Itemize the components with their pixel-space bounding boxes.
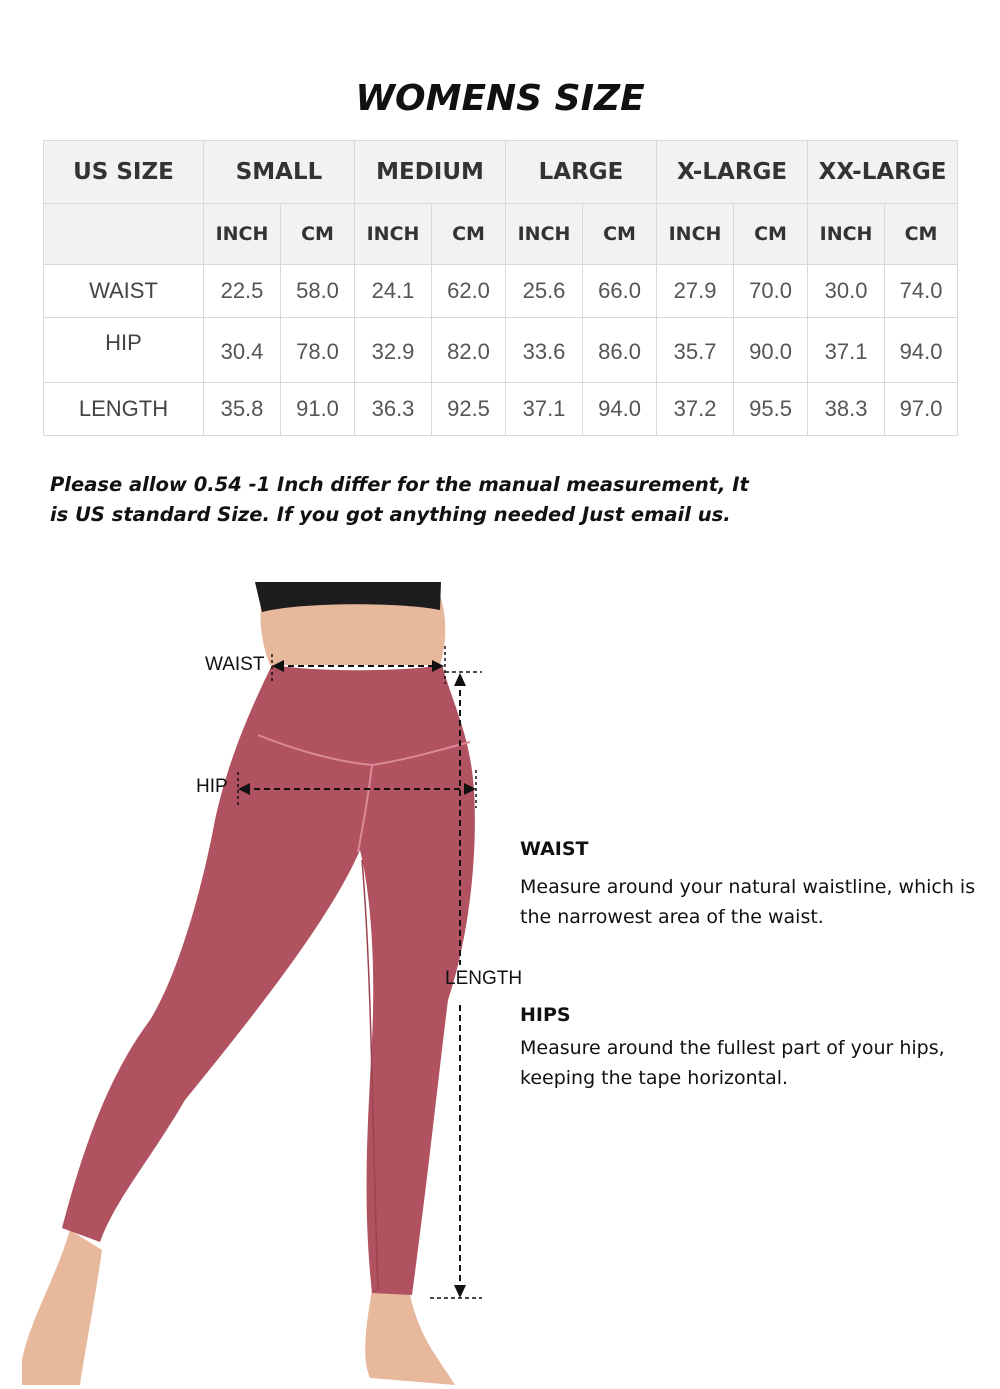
table-cell: 32.9 — [355, 318, 432, 383]
length-arrow-bottom — [454, 1285, 466, 1298]
unit-header-row — [44, 204, 958, 265]
table-cell: 37.1 — [808, 318, 885, 383]
unit-cm: CM — [885, 204, 958, 265]
table-cell: 70.0 — [734, 265, 808, 318]
right-foot-shape — [365, 1290, 455, 1385]
table-cell: 95.5 — [734, 383, 808, 436]
table-cell: 92.5 — [432, 383, 506, 436]
table-cell: 33.6 — [506, 318, 583, 383]
waist-description-text: Measure around your natural waistline, which is the narrowest area of the waist. — [520, 876, 976, 928]
size-header-xlarge: X-LARGE — [657, 141, 808, 204]
table-cell: 38.3 — [808, 383, 885, 436]
table-cell: 30.0 — [808, 265, 885, 318]
row-label: WAIST — [44, 265, 204, 318]
row-label: LENGTH — [44, 383, 204, 436]
size-header-medium: MEDIUM — [355, 141, 506, 204]
hip-figure-label: HIP — [196, 776, 228, 797]
table-row-waist — [44, 265, 958, 318]
table-cell: 35.7 — [657, 318, 734, 383]
row-label: HIP — [44, 318, 204, 383]
table-row-hip — [44, 318, 958, 383]
table-cell: 25.6 — [506, 265, 583, 318]
table-cell: 78.0 — [281, 318, 355, 383]
us-size-header: US SIZE — [44, 141, 204, 204]
table-cell: 74.0 — [885, 265, 958, 318]
unit-inch: INCH — [204, 204, 281, 265]
table-cell: 97.0 — [885, 383, 958, 436]
table-cell: 22.5 — [204, 265, 281, 318]
left-foot-shape — [22, 1230, 102, 1385]
unit-header-blank — [44, 204, 204, 265]
table-cell: 37.1 — [506, 383, 583, 436]
table-cell: 37.2 — [657, 383, 734, 436]
leggings-shape — [62, 665, 475, 1295]
measurement-note: Please allow 0.54 -1 Inch differ for the manual measurement, It is US standard Size. If you got anything needed Just email us. — [50, 473, 749, 526]
table-cell: 62.0 — [432, 265, 506, 318]
table-cell: 24.1 — [355, 265, 432, 318]
length-arrow-top — [454, 673, 466, 686]
unit-cm: CM — [734, 204, 808, 265]
hips-description-text: Measure around the fullest part of your hips, keeping the tape horizontal. — [520, 1037, 945, 1089]
table-cell: 66.0 — [583, 265, 657, 318]
hips-description-title: HIPS — [520, 1004, 571, 1026]
table-cell: 58.0 — [281, 265, 355, 318]
unit-inch: INCH — [657, 204, 734, 265]
unit-inch: INCH — [506, 204, 583, 265]
size-table — [43, 140, 958, 436]
page-title: WOMENS SIZE — [355, 78, 645, 119]
size-header-small: SMALL — [204, 141, 355, 204]
size-header-row — [44, 141, 958, 204]
length-figure-label: LENGTH — [445, 968, 523, 989]
unit-inch: INCH — [355, 204, 432, 265]
table-cell: 36.3 — [355, 383, 432, 436]
unit-cm: CM — [281, 204, 355, 265]
unit-cm: CM — [583, 204, 657, 265]
table-cell: 86.0 — [583, 318, 657, 383]
waist-description-title: WAIST — [520, 838, 589, 860]
table-cell: 35.8 — [204, 383, 281, 436]
table-cell: 82.0 — [432, 318, 506, 383]
table-row-length — [44, 383, 958, 436]
unit-inch: INCH — [808, 204, 885, 265]
size-header-large: LARGE — [506, 141, 657, 204]
table-cell: 90.0 — [734, 318, 808, 383]
size-header-xxlarge: XX-LARGE — [808, 141, 958, 204]
table-cell: 30.4 — [204, 318, 281, 383]
waist-figure-label: WAIST — [205, 654, 265, 675]
table-cell: 94.0 — [885, 318, 958, 383]
table-cell: 27.9 — [657, 265, 734, 318]
table-cell: 91.0 — [281, 383, 355, 436]
table-cell: 94.0 — [583, 383, 657, 436]
unit-cm: CM — [432, 204, 506, 265]
measurement-figure — [0, 560, 1000, 1385]
